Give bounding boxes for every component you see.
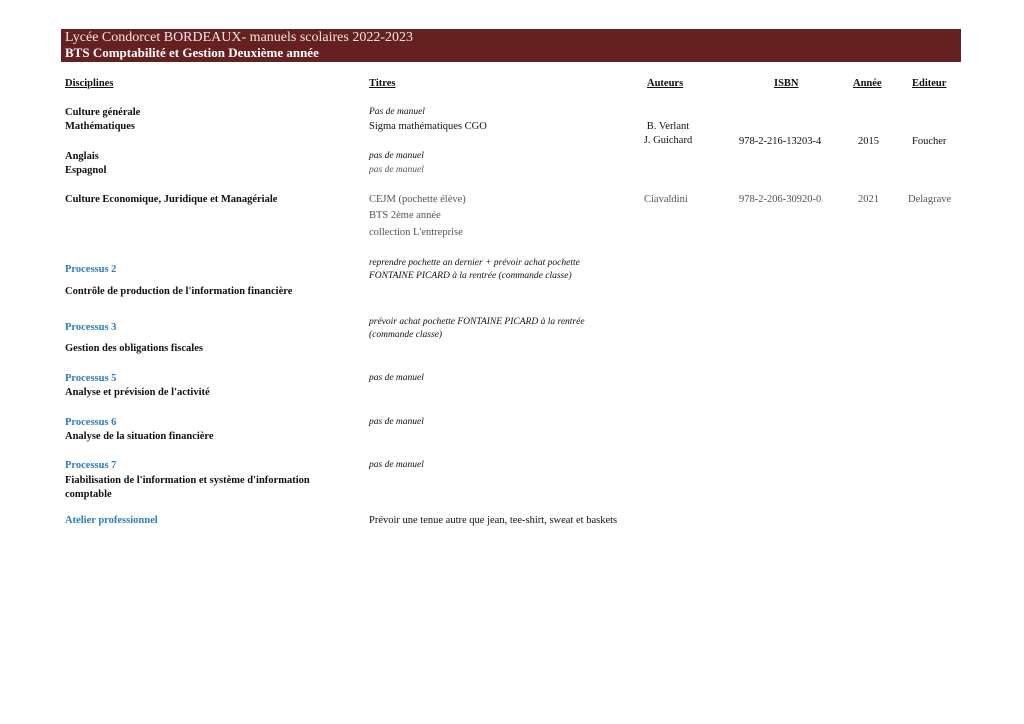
discipline-culture-generale: Culture générale [65, 107, 141, 118]
program-title: BTS Comptabilité et Gestion Deuxième année [65, 45, 319, 60]
atelier-professionnel-label: Atelier professionnel [65, 515, 158, 526]
titre-processus-6: pas de manuel [369, 417, 424, 427]
titre-cejm-2: BTS 2ème année [369, 210, 441, 221]
titre-espagnol: pas de manuel [369, 165, 424, 175]
annee-cejm: 2021 [858, 194, 879, 205]
processus-3-label: Processus 3 [65, 322, 117, 333]
processus-7-label: Processus 7 [65, 460, 117, 471]
titre-mathematiques: Sigma mathématiques CGO [369, 121, 487, 132]
processus-5-label: Processus 5 [65, 373, 117, 384]
processus-6-label: Processus 6 [65, 417, 117, 428]
col-annee: Année [853, 78, 882, 89]
discipline-mathematiques: Mathématiques [65, 121, 135, 132]
isbn-cejm: 978-2-206-30920-0 [739, 194, 822, 205]
col-auteurs: Auteurs [647, 78, 684, 89]
processus-2-label: Processus 2 [65, 264, 117, 275]
school-title: Lycée Condorcet BORDEAUX- manuels scolaires 2022-2023 [65, 30, 413, 45]
annee-mathematiques: 2015 [858, 136, 879, 147]
discipline-processus-3: Gestion des obligations fiscales [65, 343, 203, 354]
editeur-cejm: Delagrave [908, 194, 952, 205]
titre-processus-3-2: (commande classe) [369, 330, 443, 340]
auteur-mathematiques-2: J. Guichard [643, 135, 693, 146]
titre-culture-generale: Pas de manuel [369, 107, 425, 117]
discipline-processus-6: Analyse de la situation financière [65, 431, 214, 442]
header-banner [61, 29, 961, 62]
titre-processus-5: pas de manuel [369, 373, 424, 383]
titre-processus-3-1: prévoir achat pochette FONTAINE PICARD à la rentrée [369, 317, 585, 327]
discipline-processus-5: Analyse et prévision de l'activité [65, 387, 210, 398]
auteur-cejm: Ciavaldini [644, 194, 688, 205]
titre-cejm-1: CEJM (pochette élève) [369, 194, 466, 205]
col-titres: Titres [369, 78, 396, 89]
discipline-processus-2: Contrôle de production de l'information financière [65, 286, 293, 297]
col-isbn: ISBN [774, 78, 799, 89]
discipline-espagnol: Espagnol [65, 165, 107, 176]
discipline-processus-7-2: comptable [65, 489, 112, 500]
auteur-mathematiques-1: B. Verlant [646, 121, 690, 132]
discipline-anglais: Anglais [65, 151, 99, 162]
col-disciplines: Disciplines [65, 78, 114, 89]
discipline-processus-7-1: Fiabilisation de l'information et système d'information [65, 475, 310, 486]
titre-atelier-professionnel: Prévoir une tenue autre que jean, tee-shirt, sweat et baskets [369, 515, 618, 526]
titre-anglais: pas de manuel [369, 151, 424, 161]
isbn-mathematiques: 978-2-216-13203-4 [739, 136, 822, 147]
titre-cejm-3: collection L'entreprise [369, 227, 463, 238]
col-editeur: Editeur [912, 78, 947, 89]
editeur-mathematiques: Foucher [912, 136, 947, 147]
discipline-cejm: Culture Economique, Juridique et Managériale [65, 194, 278, 205]
titre-processus-2-1: reprendre pochette an dernier + prévoir achat pochette [369, 258, 580, 268]
titre-processus-2-2: FONTAINE PICARD à la rentrée (commande classe) [369, 271, 572, 281]
titre-processus-7: pas de manuel [369, 460, 424, 470]
